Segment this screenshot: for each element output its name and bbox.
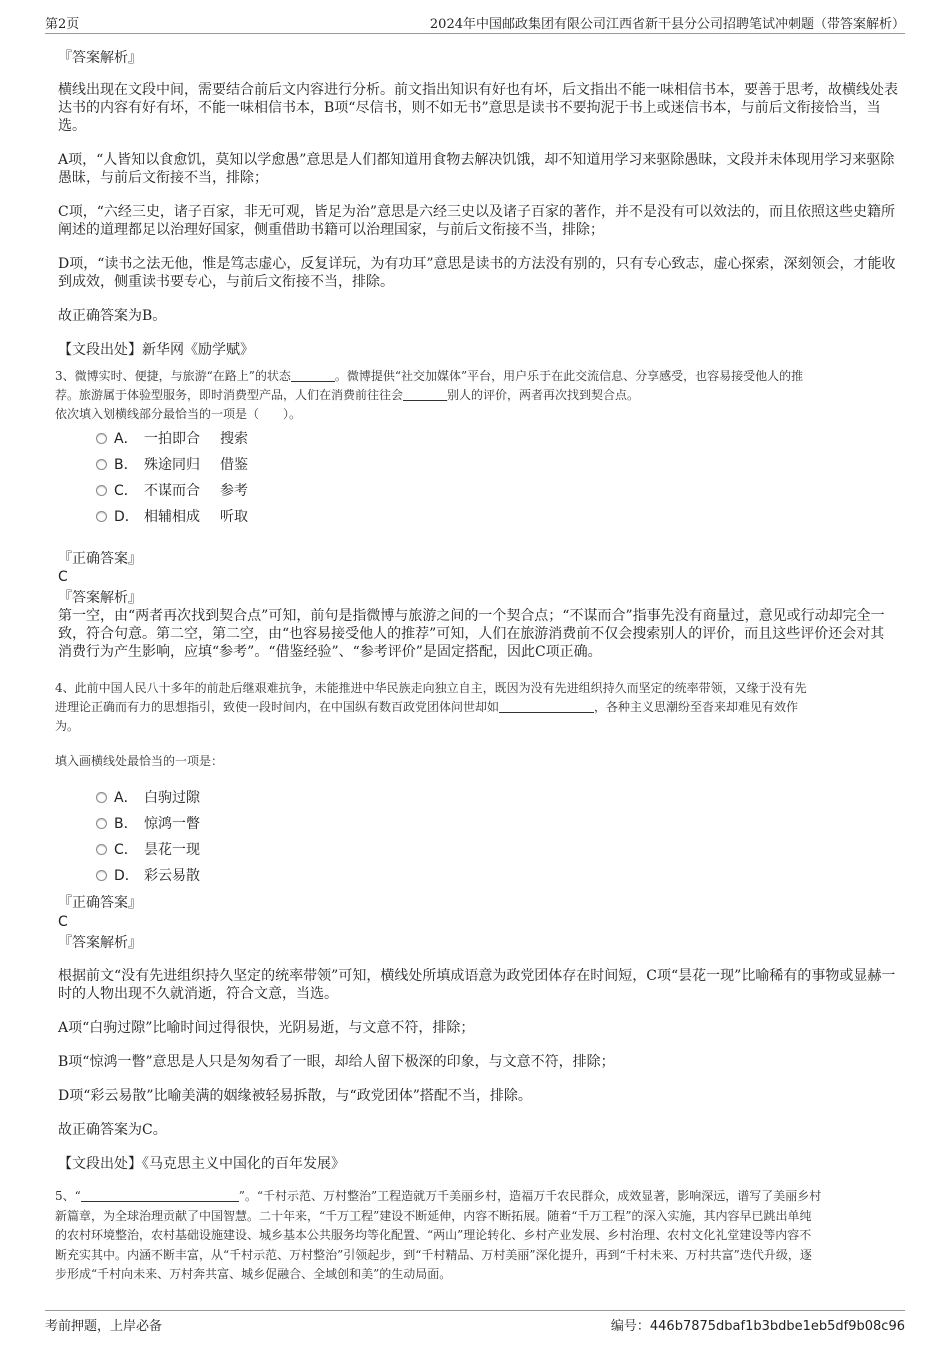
q4-answer-label: 『正确答案』	[58, 895, 142, 911]
q3-blank-1	[291, 368, 335, 382]
q5-stem	[55, 1187, 897, 1285]
q4-analysis-p3: B项“惊鸿一瞥”意思是人只是匆匆看了一眼，却给人留下极深的印象，与文意不符，排除；	[58, 1054, 615, 1070]
q4-analysis-p1: 根据前文“没有先进组织持久坚定的统率带领”可知，横线处所填成语意为政党团体存在时间短，C项“昙花一现”比喻稀有的事物或显赫一时的人物出现不久就消逝，符合文意，当选。	[58, 968, 896, 1002]
q2-analysis-label: 『答案解析』	[58, 50, 142, 66]
q3-prompt: 依次填入划横线部分最恰当的一项是（ ）。	[55, 407, 302, 421]
q4-stem	[55, 679, 897, 736]
radio-icon[interactable]	[96, 511, 107, 522]
q2-analysis-p3: C项，“六经三史，诸子百家，非无可观，皆足为治”意思是六经三史以及诸子百家的著作，并不是没有可以效法的，而且依照这些史籍所阐述的道理都足以治理好国家，侧重借助书籍可以治理国家，与前后文衔接不当，排除；	[58, 204, 896, 238]
q4-answer: C	[58, 914, 68, 930]
q2-source: 【文段出处】新华网《励学赋》	[58, 342, 254, 358]
page-header	[45, 13, 905, 34]
q3-line1a: 3、微博实时、便捷，与旅游“在路上”的状态	[55, 369, 291, 383]
document-code	[611, 1315, 905, 1334]
q4-line3: 为。	[55, 719, 80, 733]
footer-motto: 考前押题，上岸必备	[45, 1319, 163, 1334]
q3-answer-label: 『正确答案』	[58, 551, 142, 567]
q3-stem	[55, 367, 897, 424]
radio-icon[interactable]	[96, 485, 107, 496]
q3-option-c[interactable]: C． 不谋而合 参考	[96, 482, 248, 500]
code-label: 编号：	[610, 1319, 650, 1334]
q5-line3: 的农村环境整治，农村基础设施建设、城乡基本公共服务均等化配置、“两山”理论转化、乡村产业发展、乡村治理、农村文化礼堂建设等内容不	[55, 1228, 812, 1242]
q5-blank	[81, 1188, 239, 1202]
q4-option-b[interactable]: B． 惊鸿一瞥	[96, 815, 200, 833]
q2-conclusion: 故正确答案为B。	[58, 308, 167, 324]
q4-analysis-label: 『答案解析』	[58, 935, 142, 951]
q4-analysis-p4: D项“彩云易散”比喻美满的姻缘被轻易拆散，与“政党团体”搭配不当，排除。	[58, 1088, 532, 1104]
q5-line4: 断充实其中。内涵不断丰富，从“千村示范、万村整治”引领起步，到“千村精品、万村美丽”深化提升，再到“千村未来、万村共富”迭代升级，逐	[55, 1247, 812, 1262]
q3-blank-2	[403, 387, 447, 401]
q4-line1: 4、此前中国人民八十多年的前赴后继艰难抗争，未能推进中华民族走向独立自主，既因为没有先进组织持久而坚定的统率带领，又缘于没有先	[55, 681, 807, 695]
q5-line5: 步形成“千村向未来、万村奔共富、城乡促融合、全域创和美”的生动局面。	[55, 1267, 452, 1281]
q4-option-d[interactable]: D． 彩云易散	[96, 867, 200, 885]
q5-line2: 新篇章，为全球治理贡献了中国智慧。二十年来，“千万工程”建设不断延伸，内容不断拓展。随着“千万工程”的深入实施，其内容早已跳出单纯	[55, 1208, 812, 1223]
radio-icon[interactable]	[96, 459, 107, 470]
q4-conclusion: 故正确答案为C。	[58, 1122, 167, 1138]
q4-source: 【文段出处】《马克思主义中国化的百年发展》	[58, 1156, 345, 1172]
q5-line1a: 5、“	[55, 1189, 81, 1203]
radio-icon[interactable]	[96, 792, 107, 803]
q4-option-c[interactable]: C． 昙花一现	[96, 841, 200, 859]
q4-prompt: 填入画横线处最恰当的一项是：	[55, 754, 224, 768]
radio-icon[interactable]	[96, 433, 107, 444]
page-footer	[45, 1310, 905, 1339]
radio-icon[interactable]	[96, 818, 107, 829]
q3-analysis: 第一空，由“两者再次找到契合点”可知，前句是指微博与旅游之间的一个契合点；“不谋而合”指事先没有商量过，意见或行动却完全一致，符合句意。第二空，第二空，由“也容易接受他人的推荐”可知，人们在旅游消费前不仅会搜索别人的评价，而且这些评价还会对其消费行为产生影响，应填“参考”。“借鉴经验”、“参考评价”是固定搭配，因此C项正确。	[58, 608, 885, 660]
q3-option-a[interactable]: A． 一拍即合 搜索	[96, 430, 248, 448]
code-value: 446b7875dbaf1b3bdbe1eb5df9b08c96	[649, 1319, 905, 1334]
page-number: 第2页	[45, 17, 80, 32]
q4-line2a: 进理论正确而有力的思想指引，致使一段时间内，在中国纵有数百政党团体问世却如	[55, 700, 500, 714]
radio-icon[interactable]	[96, 870, 107, 881]
q3-option-b[interactable]: B． 殊途同归 借鉴	[96, 456, 248, 474]
document-title: 2024年中国邮政集团有限公司江西省新干县分公司招聘笔试冲刺题（带答案解析）	[429, 17, 905, 32]
q4-blank	[499, 699, 594, 713]
q3-line2b: 别人的评价，两者再次找到契合点。	[447, 388, 640, 402]
q4-line2b: ，各种主义思潮纷至沓来却难见有效作	[594, 700, 799, 714]
q3-line2a: 荐。旅游属于体验型服务，即时消费型产品，人们在消费前往往会	[55, 388, 404, 402]
q2-analysis-p4: D项，“读书之法无他，惟是笃志虚心，反复详玩，为有功耳”意思是读书的方法没有别的，只有专心致志，虚心探索，深刻领会，才能收到成效，侧重读书要专心，与前后文衔接不当，排除。	[58, 256, 896, 290]
q3-line1b: 。微博提供“社交加媒体”平台，用户乐于在此交流信息、分享感受，也容易接受他人的推	[334, 369, 804, 383]
q3-analysis-label: 『答案解析』	[58, 590, 142, 606]
q4-option-a[interactable]: A． 白驹过隙	[96, 789, 200, 807]
q5-line1b: ”。“千村示范、万村整治”工程造就万千美丽乡村，造福万千农民群众，成效显著，影响深远，谱写了美丽乡村	[238, 1189, 822, 1203]
q3-option-d[interactable]: D． 相辅相成 听取	[96, 508, 248, 526]
radio-icon[interactable]	[96, 844, 107, 855]
q2-analysis-p1: 横线出现在文段中间，需要结合前后文内容进行分析。前文指出知识有好也有坏，后文指出不能一味相信书本，要善于思考，故横线处表达书的内容有好有坏，不能一味相信书本，B项“尽信书，则不如无书”意思是读书不要拘泥于书上或迷信书本，与前后文衔接恰当，当选。	[58, 82, 898, 134]
q4-analysis-p2: A项“白驹过隙”比喻时间过得很快，光阴易逝，与文意不符，排除；	[58, 1020, 475, 1036]
q3-answer: C	[58, 569, 68, 585]
q2-analysis-p2: A项，“人皆知以食愈饥，莫知以学愈愚”意思是人们都知道用食物去解决饥饿，却不知道用学习来驱除愚昧，文段并未体现用学习来驱除愚昧，与前后文衔接不当，排除；	[58, 152, 895, 186]
